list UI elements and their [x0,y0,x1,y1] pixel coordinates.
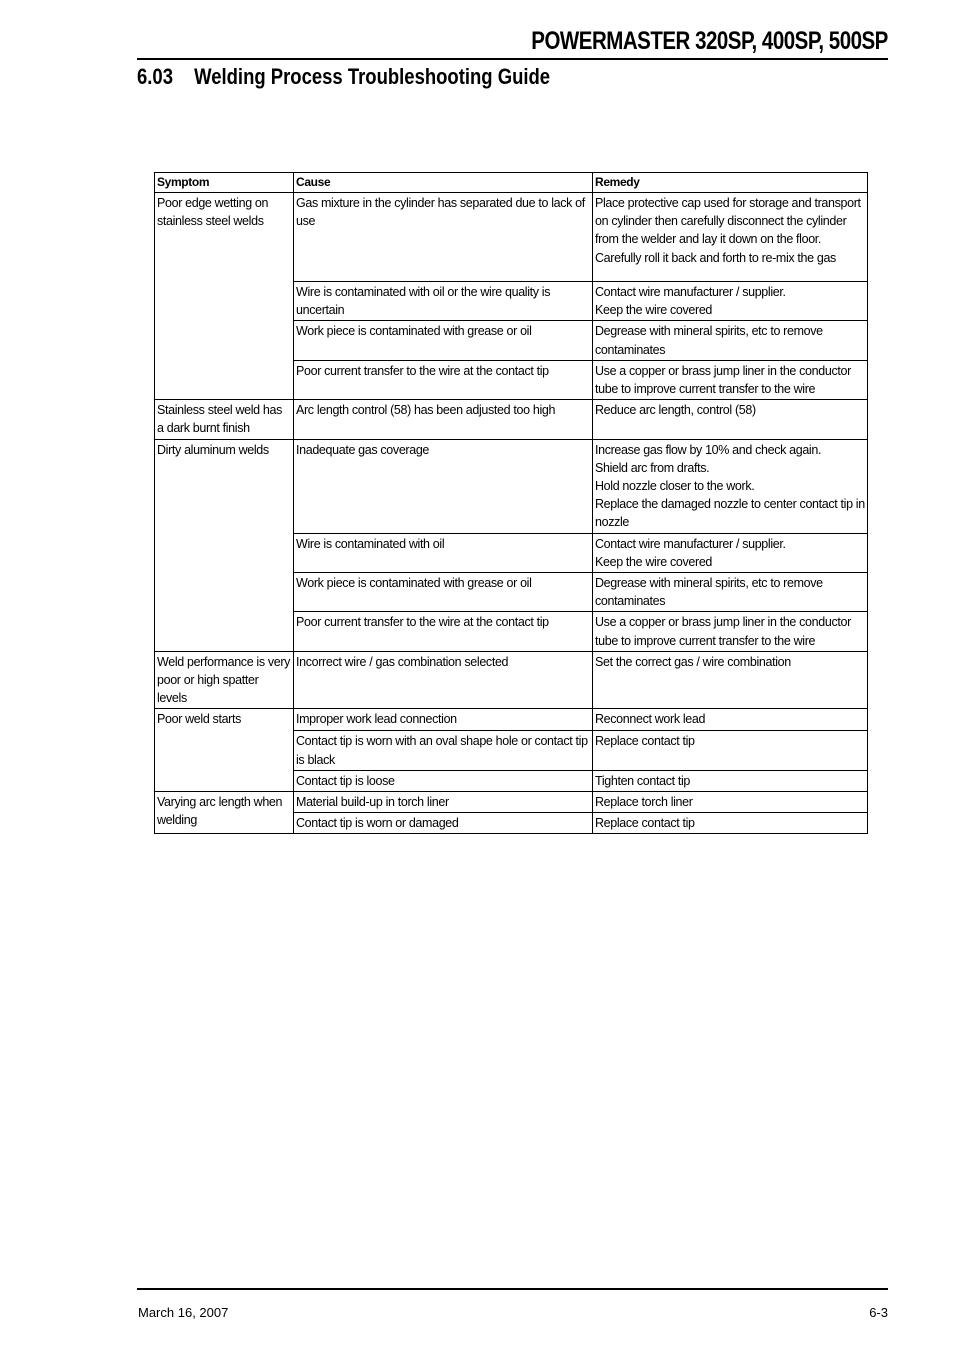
footer-divider [137,1288,888,1290]
remedy-cell: Tighten contact tip [593,770,868,791]
remedy-cell: Use a copper or brass jump liner in the conductor tube to improve current transfer to the wire [593,612,868,651]
section-title: Welding Process Troubleshooting Guide [194,64,551,89]
page-number: 6-3 [869,1305,888,1320]
footer-date: March 16, 2007 [138,1305,229,1320]
cause-cell: Contact tip is worn with an oval shape hole or contact tip is black [294,731,593,770]
remedy-cell: Reconnect work lead [593,709,868,731]
table-row [155,792,868,813]
remedy-cell: Degrease with mineral spirits, etc to remove contaminates [593,573,868,612]
cause-cell: Poor current transfer to the wire at the contact tip [294,612,593,651]
remedy-cell: Use a copper or brass jump liner in the conductor tube to improve current transfer to the wire [593,360,868,399]
table-header-row [155,173,868,193]
symptom-cell: Varying arc length when welding [155,792,294,834]
remedy-cell: Place protective cap used for storage and transport on cylinder then carefully disconnect the cylinder from the welder and lay it down on the floor. Carefully roll it back and forth to re-mix the gas [593,193,868,282]
remedy-cell: Increase gas flow by 10% and check again. Shield arc from drafts. Hold nozzle closer to the work. Replace the damaged nozzle to center contact tip in nozzle [593,439,868,533]
column-header-symptom: Symptom [155,173,294,193]
cause-cell: Inadequate gas coverage [294,439,593,533]
document-header-title: POWERMASTER 320SP, 400SP, 500SP [531,27,888,55]
cause-cell: Work piece is contaminated with grease or oil [294,573,593,612]
section-heading [137,64,550,90]
cause-cell: Arc length control (58) has been adjusted too high [294,400,593,439]
remedy-cell: Degrease with mineral spirits, etc to remove contaminates [593,321,868,360]
symptom-cell: Dirty aluminum welds [155,439,294,651]
column-header-cause: Cause [294,173,593,193]
cause-cell: Material build-up in torch liner [294,792,593,813]
remedy-cell: Replace contact tip [593,813,868,834]
table-row [155,651,868,709]
symptom-cell: Stainless steel weld has a dark burnt finish [155,400,294,439]
cause-cell: Contact tip is loose [294,770,593,791]
table-row [155,709,868,731]
section-number: 6.03 [137,64,173,89]
table-row [155,400,868,439]
cause-cell: Wire is contaminated with oil [294,533,593,572]
header-divider [137,58,888,60]
cause-cell: Work piece is contaminated with grease or oil [294,321,593,360]
column-header-remedy: Remedy [593,173,868,193]
cause-cell: Contact tip is worn or damaged [294,813,593,834]
cause-cell: Poor current transfer to the wire at the contact tip [294,360,593,399]
cause-cell: Incorrect wire / gas combination selected [294,651,593,709]
remedy-cell: Set the correct gas / wire combination [593,651,868,709]
cause-cell: Improper work lead connection [294,709,593,731]
cause-cell: Gas mixture in the cylinder has separated due to lack of use [294,193,593,282]
cause-cell: Wire is contaminated with oil or the wire quality is uncertain [294,282,593,321]
remedy-cell: Contact wire manufacturer / supplier. Keep the wire covered [593,282,868,321]
table-row [155,439,868,533]
table-row [155,193,868,282]
remedy-cell: Contact wire manufacturer / supplier. Keep the wire covered [593,533,868,572]
symptom-cell: Poor edge wetting on stainless steel welds [155,193,294,400]
symptom-cell: Poor weld starts [155,709,294,792]
symptom-cell: Weld performance is very poor or high spatter levels [155,651,294,709]
remedy-cell: Replace torch liner [593,792,868,813]
remedy-cell: Reduce arc length, control (58) [593,400,868,439]
troubleshooting-table [154,172,868,834]
remedy-cell: Replace contact tip [593,731,868,770]
